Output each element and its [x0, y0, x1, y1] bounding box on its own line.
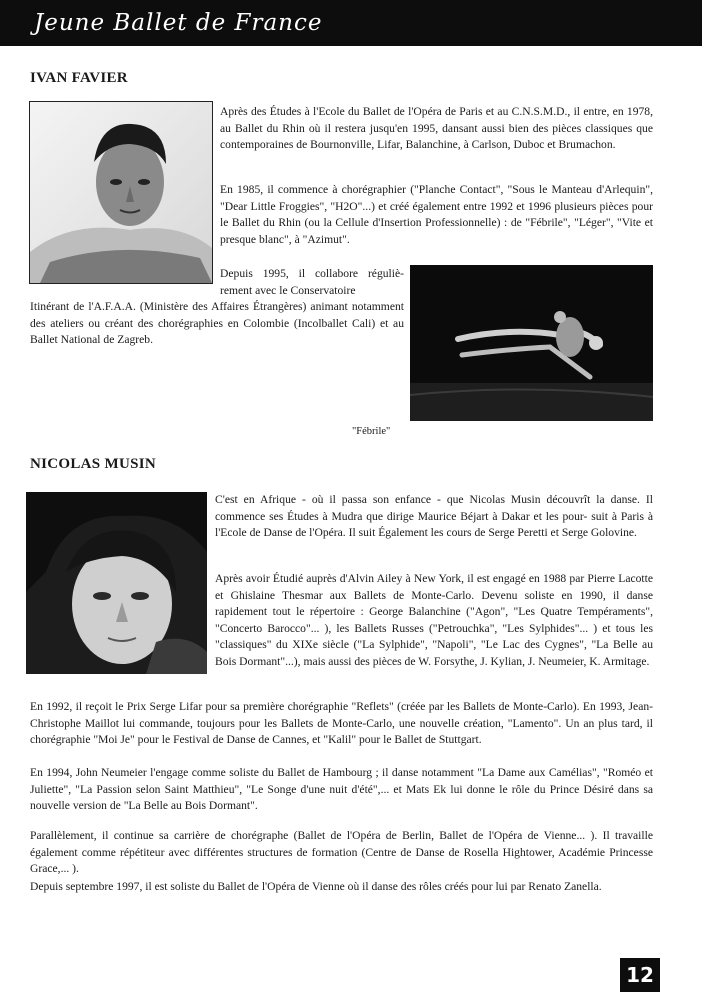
ivan-favier-paragraph-3a: Depuis 1995, il collabore réguliè- rement avec le Conservatoire [220, 267, 404, 297]
portrait-nicolas-musin [26, 492, 207, 674]
nicolas-musin-paragraph-3: En 1992, il reçoit le Prix Serge Lifar pour sa première chorégraphie "Reflets" (créée par les Ballets de Monte-Carlo). En 1993, Jean-Christophe Maillot lui commande, toujours pour les Ballets de Monte-Carlo, une nouvelle création, "Lamento". Un an plus tard, il chorégraphie "Moi Je" pour le Festival de Danse de Cannes, et "Kalil" pour le Ballet de Stuttgart. [30, 700, 653, 747]
nicolas-musin-paragraph-2: Après avoir Étudié auprès d'Alvin Ailey à New York, il est engagé en 1988 par Pierre Lacotte et Ghislaine Thesmar aux Ballets de Monte-Carlo. Devenu soliste en 1990, il danse rapidement tout le répertoire : George Balanchine ("Agon", "Les Quatre Tempéraments", "Concerto Barocco"... ), les Ballets Russes ("Petrouchka", "Les Sylphides"... ) et tous les "classiques" du XIXe siècle ("La Sylphide", "Napoli", "Le Lac des Cygnes", "La Belle au Bois Dormant"...), mais aussi des pièces de W. Forsythe, J. Kylian, J. Neumeier, K. Armitage. [215, 572, 653, 668]
portrait-ivan-favier-photo [30, 102, 212, 283]
nicolas-musin-paragraph-5: Parallèlement, il continue sa carrière de chorégraphe (Ballet de l'Opéra de Berlin, Ballet de l'Opéra de Vienne... ). Il travaille également comme répétiteur avec différentes structures de formation (Centre de Danse de Rosella Hightower, Académie Princesse Grace,... ). [30, 829, 653, 876]
page-number: 12 [620, 958, 660, 992]
section-title-ivan-favier: IVAN FAVIER [30, 70, 128, 86]
portrait-ivan-favier [29, 101, 213, 284]
nicolas-musin-paragraph-1: C'est en Afrique - où il passa son enfance - que Nicolas Musin découvrît la danse. Il commence ses Études à Mudra que dirige Maurice Béjart à Dakar et les pour- suit à Paris à l'Ecole de Danse de l'Opéra. Il suit Également les cours de Serge Peretti et Serge Golovine. [215, 493, 653, 540]
photo-febrile-dancers [410, 265, 653, 421]
ivan-favier-paragraph-3b: Itinérant de l'A.F.A.A. (Ministère des Affaires Étrangères) animant notamment des ateliers ou créant des chorégraphies en Colombie (Incolballet Cali) et au Ballet National de Zagreb. [30, 300, 404, 347]
caption-febrile: "Fébrile" [352, 426, 391, 437]
nicolas-musin-paragraph-6: Depuis septembre 1997, il est soliste du Ballet de l'Opéra de Vienne où il danse des rôles créés pour lui par Renato Zanella. [30, 880, 602, 893]
ivan-favier-paragraph-1: Après des Études à l'Ecole du Ballet de l'Opéra de Paris et au C.N.S.M.D., il entre, en 1978, au Ballet du Rhin où il restera jusqu'en 1995, dansant aussi bien des pièces classiques que contemporaines de Bournonville, Lifar, Balanchine, à Carlson, Duboc et Brumachon. [220, 105, 653, 152]
section-title-nicolas-musin: NICOLAS MUSIN [30, 456, 157, 472]
nicolas-musin-paragraph-4: En 1994, John Neumeier l'engage comme soliste du Ballet de Hambourg ; il danse notamment "La Dame aux Camélias", "Roméo et Juliette", "La Passion selon Saint Matthieu", "Le Songe d'une nuit d'été",... et Mats Ek lui donne le rôle du Prince Désiré dans sa nouvelle version de "La Belle au Bois Dormant". [30, 766, 653, 813]
portrait-nicolas-musin-photo [26, 492, 207, 674]
header-title: Jeune Ballet de France [34, 10, 323, 36]
photo-febrile-dancers-image [410, 265, 653, 421]
ivan-favier-paragraph-2: En 1985, il commence à chorégraphier ("Planche Contact", "Sous le Manteau d'Arlequin", "Dear Little Froggies", "H2O"...) et créé également entre 1992 et 1996 plusieurs pièces pour le Ballet du Rhin (ou la Cellule d'Insertion Professionnelle) : de "Fébrile", "Léger", "Vite et presque blanc", à "Azimut". [220, 183, 653, 246]
